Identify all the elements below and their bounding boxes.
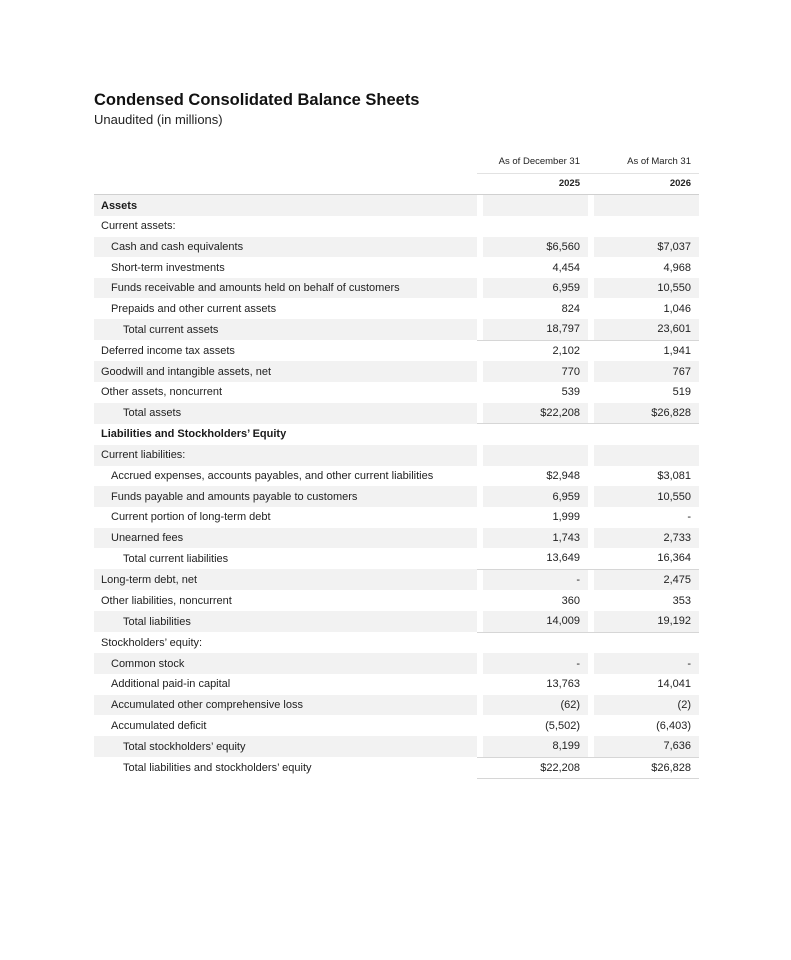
- value-dec-2025: $22,208: [477, 403, 588, 424]
- header-label-spacer: [94, 152, 477, 173]
- row-label: Stockholders’ equity:: [101, 636, 203, 649]
- header-row-year: [94, 173, 699, 195]
- row-label: Total current liabilities: [123, 552, 229, 565]
- value-mar-2026: 16,364: [588, 548, 699, 569]
- table-row: [94, 340, 699, 361]
- table-row: [94, 674, 699, 695]
- table-row: [94, 237, 699, 258]
- value-dec-2025: [477, 216, 588, 237]
- table-row: [94, 611, 699, 632]
- value-dec-2025: 8,199: [477, 736, 588, 757]
- value-mar-2026: $26,828: [588, 757, 699, 779]
- header-col1-period: As of December 31: [477, 152, 588, 173]
- table-row: [94, 466, 699, 487]
- table-row: [94, 298, 699, 319]
- value-mar-2026: 1,046: [588, 298, 699, 319]
- value-mar-2026: -: [588, 507, 699, 528]
- value-mar-2026: 519: [588, 382, 699, 403]
- table-row: [94, 195, 699, 216]
- table-row: [94, 424, 699, 445]
- table-row: [94, 382, 699, 403]
- value-dec-2025: $2,948: [477, 466, 588, 487]
- table-row: [94, 445, 699, 466]
- header-row-period: [94, 152, 699, 173]
- row-label: Total current assets: [94, 319, 477, 340]
- row-label: Cash and cash equivalents: [94, 237, 477, 258]
- row-label: Deferred income tax assets: [101, 344, 235, 357]
- value-dec-2025: -: [477, 569, 588, 590]
- header-label-spacer: [94, 173, 477, 195]
- table-row: [94, 736, 699, 757]
- value-dec-2025: -: [477, 653, 588, 674]
- table-row: [94, 757, 699, 779]
- value-dec-2025: 18,797: [477, 319, 588, 340]
- document-title: Condensed Consolidated Balance Sheets: [94, 91, 420, 109]
- row-label: Other assets, noncurrent: [101, 386, 223, 399]
- table-row: [94, 715, 699, 736]
- value-dec-2025: 6,959: [477, 278, 588, 299]
- value-mar-2026: 4,968: [588, 257, 699, 278]
- row-label: Total assets: [94, 403, 477, 424]
- row-label: Other liabilities, noncurrent: [101, 594, 232, 607]
- value-mar-2026: $3,081: [588, 466, 699, 487]
- row-label: Goodwill and intangible assets, net: [94, 361, 477, 382]
- value-dec-2025: [477, 424, 588, 445]
- value-mar-2026: 23,601: [588, 319, 699, 340]
- row-label: Current portion of long-term debt: [111, 511, 271, 524]
- header-col2-year: 2026: [588, 173, 699, 195]
- row-label: Common stock: [94, 653, 477, 674]
- balance-sheet-table: [94, 152, 699, 779]
- table-row: [94, 528, 699, 549]
- value-dec-2025: 13,763: [477, 674, 588, 695]
- table-row: [94, 319, 699, 340]
- value-dec-2025: 13,649: [477, 548, 588, 569]
- value-dec-2025: 4,454: [477, 257, 588, 278]
- table-body: [94, 195, 699, 779]
- value-mar-2026: -: [588, 653, 699, 674]
- value-dec-2025: 6,959: [477, 486, 588, 507]
- row-label: Additional paid-in capital: [111, 678, 231, 691]
- value-mar-2026: $26,828: [588, 403, 699, 424]
- row-label: Accumulated deficit: [111, 719, 207, 732]
- value-dec-2025: 770: [477, 361, 588, 382]
- table-row: [94, 361, 699, 382]
- value-mar-2026: 2,475: [588, 569, 699, 590]
- row-label: Prepaids and other current assets: [111, 302, 277, 315]
- table-row: [94, 403, 699, 424]
- value-mar-2026: [588, 424, 699, 445]
- row-label: Long-term debt, net: [94, 569, 477, 590]
- table-row: [94, 590, 699, 611]
- row-label: Funds receivable and amounts held on behalf of customers: [94, 278, 477, 299]
- row-label: Current liabilities:: [94, 445, 477, 466]
- value-mar-2026: 7,636: [588, 736, 699, 757]
- value-mar-2026: 1,941: [588, 340, 699, 361]
- table-row: [94, 653, 699, 674]
- table-row: [94, 569, 699, 590]
- row-label: Liabilities and Stockholders’ Equity: [101, 428, 287, 441]
- row-label: Accumulated other comprehensive loss: [94, 695, 477, 716]
- table-row: [94, 257, 699, 278]
- row-label: Assets: [94, 195, 477, 216]
- value-dec-2025: [477, 632, 588, 653]
- value-dec-2025: 2,102: [477, 340, 588, 361]
- value-dec-2025: 360: [477, 590, 588, 611]
- value-mar-2026: (2): [588, 695, 699, 716]
- row-label: Total stockholders’ equity: [94, 736, 477, 757]
- value-dec-2025: 14,009: [477, 611, 588, 632]
- value-dec-2025: (62): [477, 695, 588, 716]
- row-label: Funds payable and amounts payable to customers: [94, 486, 477, 507]
- value-mar-2026: $7,037: [588, 237, 699, 258]
- value-mar-2026: [588, 216, 699, 237]
- value-dec-2025: [477, 445, 588, 466]
- table-row: [94, 486, 699, 507]
- value-dec-2025: $6,560: [477, 237, 588, 258]
- value-mar-2026: 353: [588, 590, 699, 611]
- table-row: [94, 278, 699, 299]
- value-dec-2025: 1,743: [477, 528, 588, 549]
- row-label: Short-term investments: [111, 261, 225, 274]
- table-header: [94, 152, 699, 195]
- row-label: Accrued expenses, accounts payables, and other current liabilities: [111, 469, 434, 482]
- row-label: Unearned fees: [94, 528, 477, 549]
- row-label: Total liabilities: [94, 611, 477, 632]
- value-mar-2026: [588, 632, 699, 653]
- value-dec-2025: 539: [477, 382, 588, 403]
- header-col1-year: 2025: [477, 173, 588, 195]
- value-dec-2025: 1,999: [477, 507, 588, 528]
- table-row: [94, 507, 699, 528]
- row-label: Current assets:: [101, 220, 176, 233]
- value-mar-2026: 10,550: [588, 486, 699, 507]
- value-mar-2026: 19,192: [588, 611, 699, 632]
- value-dec-2025: $22,208: [477, 757, 588, 779]
- value-mar-2026: 767: [588, 361, 699, 382]
- value-dec-2025: (5,502): [477, 715, 588, 736]
- table-row: [94, 216, 699, 237]
- value-mar-2026: 14,041: [588, 674, 699, 695]
- table-row: [94, 695, 699, 716]
- header-col2-period: As of March 31: [588, 152, 699, 173]
- value-mar-2026: [588, 445, 699, 466]
- balance-sheet-document: [94, 90, 699, 779]
- value-mar-2026: 10,550: [588, 278, 699, 299]
- document-subtitle: Unaudited (in millions): [94, 112, 223, 127]
- value-dec-2025: 824: [477, 298, 588, 319]
- value-dec-2025: [477, 195, 588, 216]
- row-label: Total liabilities and stockholders’ equity: [123, 761, 312, 774]
- table-row: [94, 548, 699, 569]
- value-mar-2026: (6,403): [588, 715, 699, 736]
- value-mar-2026: [588, 195, 699, 216]
- value-mar-2026: 2,733: [588, 528, 699, 549]
- table-row: [94, 632, 699, 653]
